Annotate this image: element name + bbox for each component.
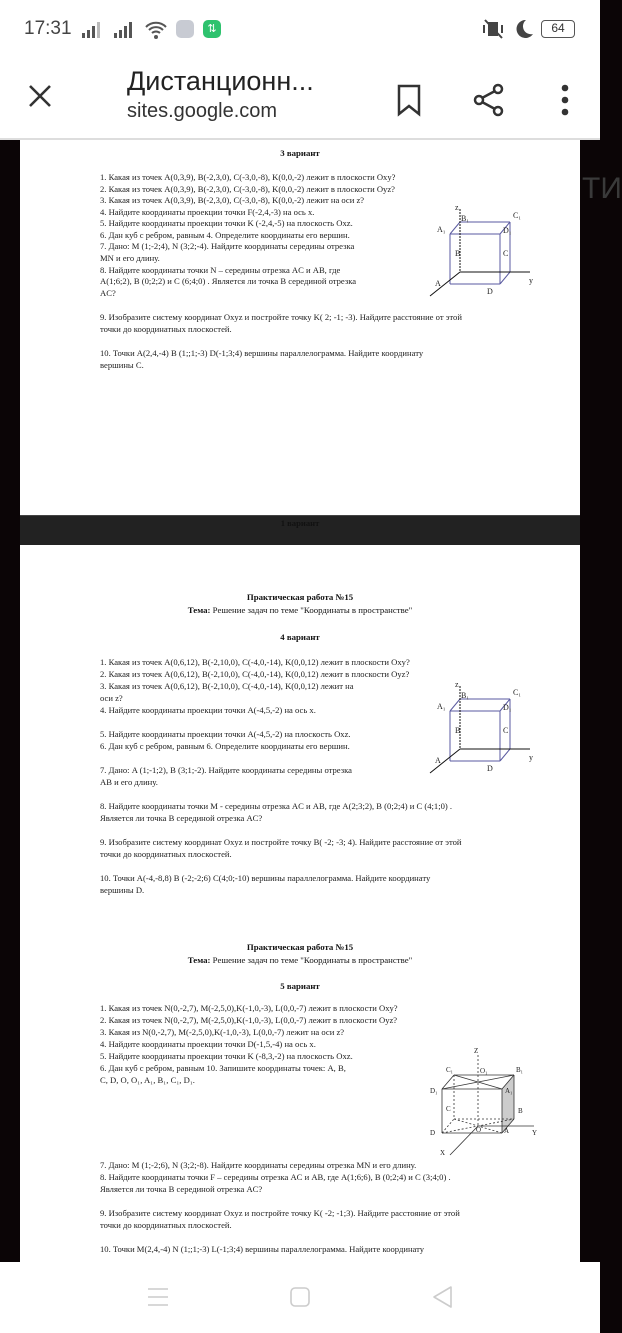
- home-button[interactable]: [272, 1274, 328, 1320]
- question-line: 5. Найдите координаты проекции точки A(-4,5,-2) на плоскость Oxz.: [100, 729, 351, 739]
- cube-diagram: [425, 204, 535, 299]
- question-line: 4. Найдите координаты проекции точки F(-2,4,-3) на ось x.: [100, 206, 315, 217]
- navigation-bar: [0, 1262, 600, 1333]
- cube-label: C₁: [513, 688, 522, 697]
- question-line: 6. Дан куб с ребром, равным 6. Определите координаты его вершин.: [100, 741, 350, 751]
- box-label: O: [476, 1126, 482, 1134]
- share-button[interactable]: [465, 76, 513, 124]
- question-line: вершины D.: [100, 885, 145, 895]
- question-line: точки до координатных плоскостей.: [100, 849, 232, 859]
- status-bar: [0, 0, 600, 60]
- box-label: B₁: [516, 1066, 524, 1074]
- topic-text: Решение задач по теме "Координаты в пространстве": [210, 605, 413, 615]
- more-vert-icon: [560, 83, 570, 117]
- question-line: 8. Найдите координаты точки F – середины отрезка AC и AB, где A(1;6;6), B (0;2;4) и C (3;4;0) .: [100, 1172, 451, 1182]
- question-line: 2. Какая из точек A(0,3,9), B(-2,3,0), C(-3,0,-8), K(0,0,-2) лежит в плоскости Oyz?: [100, 183, 395, 194]
- status-time: 17:31: [24, 18, 72, 39]
- topic-label: Тема:: [187, 605, 211, 615]
- box-label: O₁: [480, 1067, 488, 1075]
- question-line: AB и его длину.: [100, 777, 158, 787]
- cube-label: y: [529, 276, 533, 285]
- cube-label: A₁: [437, 225, 446, 234]
- page-title: Дистанционн...: [127, 66, 314, 96]
- document-page: [20, 140, 580, 515]
- box-label: X: [440, 1149, 446, 1157]
- question-line: 4. Найдите координаты проекции точки D(-1,5,-4) на ось x.: [100, 1039, 316, 1049]
- document-page: [20, 545, 580, 1262]
- close-button[interactable]: [20, 76, 60, 116]
- question-line: 8. Найдите координаты точки M - середины отрезка AC и AB, где A(2;3;2), B (0;2;4) и C (4;1;0) .: [100, 801, 453, 811]
- variant-heading: 5 вариант: [280, 981, 320, 991]
- question-line: 6. Дан куб с ребром, равным 10. Запишите координаты точек: A, B,: [100, 1063, 346, 1073]
- more-options-button[interactable]: [545, 76, 585, 124]
- question-line: 9. Изобразите систему координат Oxyz и постройте точку B( -2; -3; 4). Найдите расстояние от этой: [100, 837, 462, 847]
- topic: [20, 605, 580, 615]
- question-line: 1. Какая из точек A(0,6,12), B(-2,10,0), C(-4,0,-14), K(0,0,12) лежит в плоскости Oxy?: [100, 657, 410, 667]
- cube-label: B: [455, 249, 461, 258]
- question-line: 8. Найдите координаты точки N – середины отрезка AC и AB, где: [100, 264, 341, 275]
- question-line: 1. Какая из точек A(0,3,9), B(-2,3,0), C(-3,0,-8), K(0,0,-2) лежит в плоскости Oxy?: [100, 172, 396, 182]
- variant-heading: 4 вариант: [280, 632, 320, 642]
- cube-label: D: [487, 287, 493, 296]
- cube-label: z: [455, 680, 459, 689]
- question-line: 3. Какая из точек A(0,6,12), B(-2,10,0), C(-4,0,-14), K(0,0,12) лежит на: [100, 681, 354, 691]
- question-line: 10. Точки M(2,4,-4) N (1;;1;-3) L(-1;3;4) вершины параллелограмма. Найдите координату: [100, 1244, 425, 1254]
- box-label: A: [504, 1127, 510, 1135]
- wifi-icon: [144, 20, 168, 40]
- question-line: 9. Изобразите систему координат Oxyz и постройте точку K( -2; -1;3). Найдите расстояние от этой: [100, 1208, 460, 1218]
- question-line: вершины C.: [100, 360, 144, 370]
- variant-heading: 3 вариант: [280, 148, 320, 158]
- close-icon: [27, 83, 53, 109]
- question-line: AC?: [100, 288, 116, 298]
- cube-label: C: [503, 726, 509, 735]
- back-icon: [431, 1285, 453, 1309]
- recent-apps-button[interactable]: [130, 1274, 186, 1320]
- question-line: A(1;6;2), B (0;2;2) и C (6;4;0) . Является ли точка B серединой отрезка: [100, 276, 357, 286]
- question-line: 9. Изобразите систему координат Oxyz и постройте точку K( 2; -1; -3). Найдите расстояние от этой: [100, 312, 462, 322]
- box-label: D₁: [430, 1087, 438, 1095]
- question-line: 2. Какая из точек N(0,-2,7), M(-2,5,0),K(-1,0,-3), L(0,0,-7) лежит в плоскости Oyz?: [100, 1015, 398, 1025]
- box-label: D: [430, 1129, 436, 1137]
- question-line: 10. Точки A(-4,-8,8) B (-2;-2;6) C(4;0;-10) вершины параллелограмма. Найдите координату: [100, 873, 431, 883]
- cube-edge: [450, 699, 460, 711]
- cube-label: C: [503, 249, 509, 258]
- question-line: 5. Найдите координаты проекции точки K (-2,4,-5) на плоскость Oxz.: [100, 218, 353, 228]
- bookmark-icon: [396, 83, 422, 117]
- box-label: Y: [532, 1129, 538, 1137]
- cube-label: D₁: [503, 703, 512, 712]
- cube-edge: [450, 222, 460, 234]
- background-text: ТИ: [582, 172, 622, 205]
- box-diagram: [422, 1045, 542, 1160]
- home-icon: [289, 1286, 311, 1308]
- box-edge: [442, 1119, 454, 1133]
- question-line: 4. Найдите координаты проекции точки A(-4,5,-2) на ось x.: [100, 705, 316, 715]
- question-line: 10. Точки A(2,4,-4) B (1;;1;-3) D(-1;3;4) вершины параллелограмма. Найдите координату: [100, 348, 424, 358]
- cube-label: A: [435, 279, 441, 288]
- question-line: Является ли точка B серединой отрезка AC?: [100, 1184, 263, 1194]
- vibrate-off-icon: [481, 18, 505, 40]
- question-line: 2. Какая из точек A(0,6,12), B(-2,10,0), C(-4,0,-14), K(0,0,12) лежит в плоскости Oyz?: [100, 669, 410, 679]
- question-line: 7. Дано: A (1;-1;2), B (3;1;-2). Найдите координаты середины отрезка: [100, 765, 352, 775]
- cube-label: D: [487, 764, 493, 773]
- document-page-edge: [20, 515, 580, 545]
- question-line: 3. Какая из точек A(0,3,9), B(-2,3,0), C(-3,0,-8), K(0,0,-2) лежит на оси z?: [100, 195, 365, 205]
- page-url[interactable]: sites.google.com: [127, 100, 278, 122]
- topic-text: Решение задач по теме "Координаты в пространстве": [210, 955, 413, 965]
- question-line: точки до координатных плоскостей.: [100, 1220, 232, 1230]
- question-line: 1. Какая из точек N(0,-2,7), M(-2,5,0),K(-1,0,-3), L(0,0,-7) лежит в плоскости Oxy?: [100, 1003, 398, 1013]
- question-line: Является ли точка B серединой отрезка AC?: [100, 813, 263, 823]
- recent-apps-icon: [147, 1286, 169, 1308]
- topic: [20, 955, 580, 965]
- cube-diagram: [425, 681, 535, 776]
- box-label: B: [518, 1107, 523, 1115]
- box-face: [502, 1075, 514, 1133]
- signal-icon: [82, 22, 100, 38]
- cube-label: A: [435, 756, 441, 765]
- question-line: C, D, O, O₁, A₁, B₁, C₁, D₁.: [100, 1075, 195, 1085]
- box-label: C₁: [446, 1066, 454, 1074]
- box-label: A₁: [505, 1087, 513, 1095]
- cube-label: D₁: [503, 226, 512, 235]
- work-title: Практическая работа №15: [246, 592, 354, 602]
- cube-edge: [500, 749, 510, 761]
- box-label: Z: [474, 1047, 479, 1055]
- cube-label: z: [455, 203, 459, 212]
- cube-label: y: [529, 753, 533, 762]
- question-line: 7. Дано: M (1;-2;4), N (3;2;-4). Найдите координаты середины отрезка: [100, 241, 355, 251]
- box-label: C: [446, 1105, 451, 1113]
- cube-label: B: [455, 726, 461, 735]
- cube-label: B₁: [461, 691, 470, 700]
- battery-icon: 64: [541, 20, 575, 38]
- work-title: Практическая работа №15: [246, 942, 354, 952]
- cube-label: A₁: [437, 702, 446, 711]
- back-button[interactable]: [414, 1274, 470, 1320]
- question-line: 3. Какая из N(0,-2,7), M(-2,5,0),K(-1,0,-3), L(0,0,-7) лежит на оси z?: [100, 1027, 345, 1037]
- question-line: 7. Дано: M (1;-2;6), N (3;2;-8). Найдите координаты середины отрезка MN и его длину.: [100, 1160, 417, 1170]
- question-line: MN и его длину.: [100, 252, 160, 263]
- variant-heading: 1 вариант: [280, 518, 320, 528]
- data-transfer-icon: ⇅: [203, 20, 221, 38]
- bookmark-button[interactable]: [385, 76, 433, 124]
- box-edge: [454, 1075, 502, 1089]
- do-not-disturb-moon-icon: [512, 18, 534, 40]
- topic-label: Тема:: [187, 955, 211, 965]
- question-line: точки до координатных плоскостей.: [100, 324, 232, 334]
- question-line: оси z?: [100, 693, 123, 703]
- question-line: 5. Найдите координаты проекции точки K (-8,3,-2) на плоскость Oxz.: [100, 1051, 353, 1061]
- app-icon: [176, 20, 194, 38]
- cube-label: B₁: [461, 214, 470, 223]
- signal-icon: [114, 22, 132, 38]
- share-icon: [472, 83, 506, 117]
- question-line: 6. Дан куб с ребром, равным 4. Определите координаты его вершин.: [100, 229, 350, 240]
- cube-edge: [500, 272, 510, 284]
- cube-label: C₁: [513, 211, 522, 220]
